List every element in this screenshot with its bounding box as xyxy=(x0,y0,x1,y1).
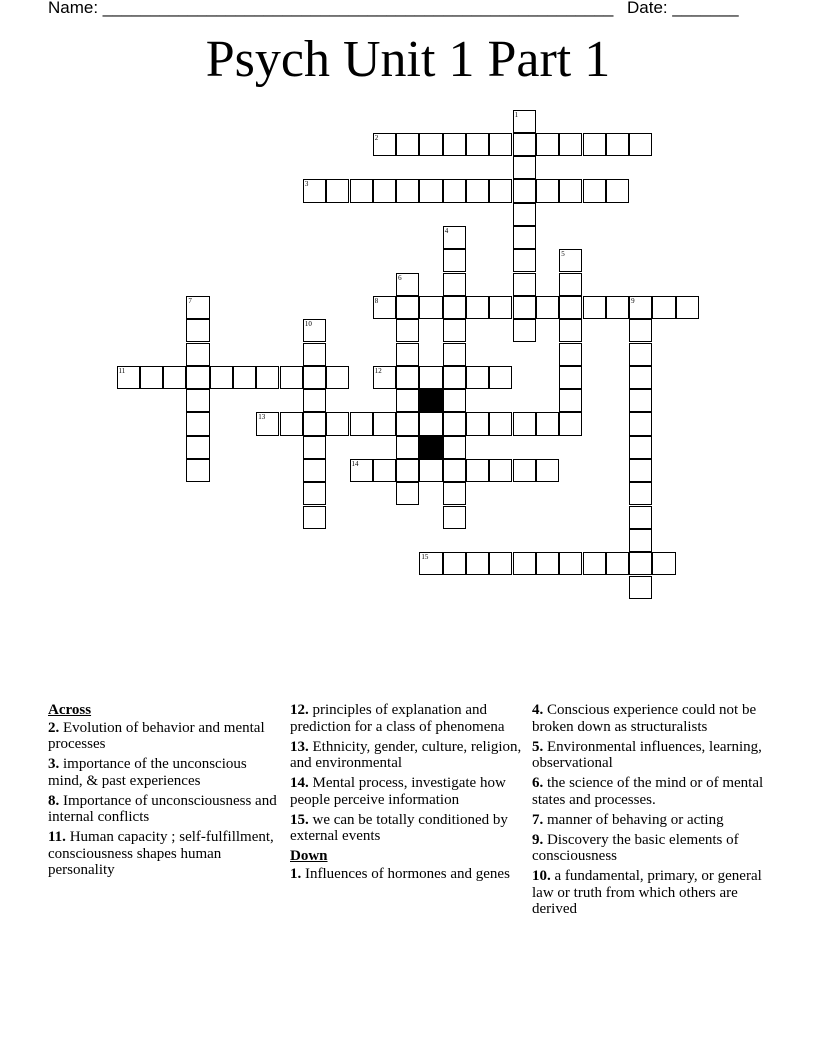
crossword-cell[interactable] xyxy=(583,179,606,202)
crossword-cell[interactable] xyxy=(513,156,536,179)
clue-text: Human capacity ; self-fulfillment, consciousness shapes human personality xyxy=(48,829,274,878)
crossword-cell[interactable] xyxy=(513,273,536,296)
crossword-cell[interactable] xyxy=(396,319,419,342)
cell-number: 5 xyxy=(561,250,565,259)
crossword-cell[interactable] xyxy=(629,366,652,389)
crossword-cell[interactable] xyxy=(629,412,652,435)
clue-number: 8. xyxy=(48,792,60,809)
clue-across-12 xyxy=(290,702,525,735)
crossword-cell[interactable] xyxy=(186,343,209,366)
crossword-cell[interactable] xyxy=(303,506,326,529)
cell-number: 1 xyxy=(514,110,519,119)
crossword-cell[interactable] xyxy=(373,366,396,389)
crossword-cell[interactable] xyxy=(373,412,396,435)
crossword-cell[interactable] xyxy=(606,179,629,202)
crossword-cell[interactable] xyxy=(629,482,652,505)
crossword-cell[interactable] xyxy=(629,436,652,459)
crossword-cell[interactable] xyxy=(443,506,466,529)
crossword-cell[interactable] xyxy=(326,412,349,435)
crossword-cell[interactable] xyxy=(583,133,606,156)
crossword-cell[interactable] xyxy=(256,412,279,435)
clues-column-1 xyxy=(48,702,283,882)
crossword-cell[interactable] xyxy=(326,179,349,202)
crossword-cell[interactable] xyxy=(513,249,536,272)
crossword-cell[interactable] xyxy=(559,249,582,272)
crossword-cell[interactable] xyxy=(559,179,582,202)
crossword-cell[interactable] xyxy=(443,389,466,412)
crossword-cell[interactable] xyxy=(373,459,396,482)
clue-number: 2. xyxy=(48,719,60,736)
crossword-cell[interactable] xyxy=(489,459,512,482)
clue-across-15 xyxy=(290,812,525,845)
crossword-cell[interactable] xyxy=(466,366,489,389)
crossword-cell[interactable] xyxy=(443,273,466,296)
crossword-cell[interactable] xyxy=(513,133,536,156)
crossword-cell[interactable] xyxy=(303,179,326,202)
crossword-cell[interactable] xyxy=(396,389,419,412)
crossword-cell[interactable] xyxy=(466,296,489,319)
crossword-cell[interactable] xyxy=(186,389,209,412)
cell-number: 10 xyxy=(304,320,312,329)
cell-number: 4 xyxy=(444,227,449,235)
crossword-cell[interactable] xyxy=(629,389,652,412)
clue-text: Ethnicity, gender, culture, religion, and environmental xyxy=(290,738,522,771)
crossword-cell[interactable] xyxy=(443,459,466,482)
crossword-cell[interactable] xyxy=(629,506,652,529)
crossword-cell[interactable] xyxy=(629,459,652,482)
crossword-cell[interactable] xyxy=(419,366,442,389)
clue-text: importance of the unconscious mind, & past experiences xyxy=(48,756,247,789)
clue-number: 7. xyxy=(532,811,544,828)
crossword-cell[interactable] xyxy=(303,436,326,459)
name-field[interactable]: Name: ______________________________________________________ xyxy=(48,0,614,17)
crossword-cell[interactable] xyxy=(606,552,629,575)
clue-text: Influences of hormones and genes xyxy=(301,865,510,882)
clues-column-2 xyxy=(290,702,525,886)
crossword-cell[interactable] xyxy=(396,273,419,296)
clue-number: 10. xyxy=(532,868,551,884)
clue-number: 4. xyxy=(532,702,544,718)
clue-down-5 xyxy=(532,739,767,772)
crossword-cell[interactable] xyxy=(140,366,163,389)
crossword-cell[interactable] xyxy=(443,436,466,459)
crossword-cell[interactable] xyxy=(466,179,489,202)
crossword-cell[interactable] xyxy=(419,133,442,156)
clue-down-6 xyxy=(532,775,767,808)
crossword-cell[interactable] xyxy=(559,319,582,342)
crossword-cell[interactable] xyxy=(443,319,466,342)
crossword-cell[interactable] xyxy=(280,366,303,389)
cell-number: 8 xyxy=(374,296,379,305)
crossword-cell[interactable] xyxy=(163,366,186,389)
crossword-cell[interactable] xyxy=(466,459,489,482)
crossword-cell[interactable] xyxy=(443,179,466,202)
date-field[interactable]: Date: _______ xyxy=(627,0,739,17)
clue-down-4 xyxy=(532,702,767,735)
clue-number: 12. xyxy=(290,702,309,718)
clue-number: 14. xyxy=(290,775,309,791)
crossword-cell[interactable] xyxy=(629,133,652,156)
crossword-cell[interactable] xyxy=(513,226,536,249)
cell-number: 15 xyxy=(421,553,429,562)
crossword-cell[interactable] xyxy=(186,296,209,319)
clue-across-14 xyxy=(290,775,525,808)
crossword-cell[interactable] xyxy=(513,552,536,575)
clue-text: a fundamental, primary, or general law or truth from which others are derived xyxy=(532,868,762,917)
crossword-cell[interactable] xyxy=(489,133,512,156)
crossword-cell[interactable] xyxy=(233,366,256,389)
crossword-cell[interactable] xyxy=(559,389,582,412)
crossword-cell[interactable] xyxy=(396,366,419,389)
crossword-cell[interactable] xyxy=(396,436,419,459)
crossword-cell[interactable] xyxy=(280,412,303,435)
crossword-cell[interactable] xyxy=(443,249,466,272)
across-heading: Across xyxy=(48,702,92,718)
crossword-cell[interactable] xyxy=(326,366,349,389)
crossword-cell[interactable] xyxy=(559,366,582,389)
crossword-cell[interactable] xyxy=(536,133,559,156)
clue-down-9 xyxy=(532,832,767,865)
crossword-cell[interactable] xyxy=(629,343,652,366)
crossword-cell[interactable] xyxy=(536,179,559,202)
crossword-cell[interactable] xyxy=(629,529,652,552)
crossword-cell[interactable] xyxy=(536,552,559,575)
page-title: Psych Unit 1 Part 1 xyxy=(205,31,611,88)
crossword-cell[interactable] xyxy=(652,296,675,319)
crossword-cell[interactable] xyxy=(489,412,512,435)
crossword-cell[interactable] xyxy=(583,296,606,319)
crossword-cell[interactable] xyxy=(186,436,209,459)
crossword-cell[interactable] xyxy=(419,412,442,435)
crossword-cell[interactable] xyxy=(303,319,326,342)
clue-across-11 xyxy=(48,829,283,879)
down-heading: Down xyxy=(290,848,328,864)
crossword-cell[interactable] xyxy=(303,389,326,412)
crossword-cell[interactable] xyxy=(396,179,419,202)
crossword-cell[interactable] xyxy=(466,133,489,156)
crossword-cell[interactable] xyxy=(396,343,419,366)
crossword-cell[interactable] xyxy=(559,296,582,319)
crossword-cell[interactable] xyxy=(629,552,652,575)
crossword-cell[interactable] xyxy=(256,366,279,389)
crossword-cell[interactable] xyxy=(606,133,629,156)
crossword-cell[interactable] xyxy=(373,296,396,319)
clue-number: 15. xyxy=(290,811,309,828)
crossword-cell[interactable] xyxy=(303,366,326,389)
cell-number: 12 xyxy=(374,366,382,375)
clue-number: 6. xyxy=(532,775,544,791)
cell-number: 3 xyxy=(304,180,309,189)
crossword-cell[interactable] xyxy=(536,412,559,435)
crossword-cell[interactable] xyxy=(117,366,140,389)
crossword-cell[interactable] xyxy=(559,412,582,435)
crossword-cell[interactable] xyxy=(419,179,442,202)
cell-number: 6 xyxy=(398,273,402,282)
clue-number: 5. xyxy=(532,738,544,755)
crossword-cell[interactable] xyxy=(373,179,396,202)
crossword-cell[interactable] xyxy=(559,273,582,296)
clues-column-3 xyxy=(532,702,767,921)
crossword-cell[interactable] xyxy=(186,366,209,389)
clue-text: Conscious experience could not be broken down as structuralists xyxy=(532,702,757,735)
clue-text: Importance of unconsciousness and internal conflicts xyxy=(48,792,277,825)
cell-number: 13 xyxy=(258,413,266,422)
crossword-cell[interactable] xyxy=(419,459,442,482)
crossword-cell[interactable] xyxy=(303,459,326,482)
clue-down-10 xyxy=(532,868,767,918)
crossword-cell[interactable] xyxy=(652,552,675,575)
clue-number: 1. xyxy=(290,865,302,882)
crossword-cell[interactable] xyxy=(536,459,559,482)
clue-text: Discovery the basic elements of consciousness xyxy=(532,831,739,864)
crossword-cell[interactable] xyxy=(559,343,582,366)
crossword-cell[interactable] xyxy=(606,296,629,319)
crossword-cell[interactable] xyxy=(559,552,582,575)
clue-across-3 xyxy=(48,756,283,789)
crossword-cell[interactable] xyxy=(513,110,536,133)
crossword-cell[interactable] xyxy=(419,296,442,319)
clue-number: 3. xyxy=(48,756,60,772)
crossword-cell[interactable] xyxy=(350,412,373,435)
clue-text: Evolution of behavior and mental processes xyxy=(48,719,265,752)
crossword-cell[interactable] xyxy=(629,576,652,599)
crossword-cell[interactable] xyxy=(443,343,466,366)
crossword-cell[interactable] xyxy=(513,296,536,319)
clue-text: we can be totally conditioned by external events xyxy=(290,811,508,844)
crossword-cell[interactable] xyxy=(536,296,559,319)
crossword-cell[interactable] xyxy=(443,133,466,156)
crossword-cell[interactable] xyxy=(350,459,373,482)
clue-text: manner of behaving or acting xyxy=(543,811,724,828)
crossword-cell[interactable] xyxy=(303,412,326,435)
crossword-cell[interactable] xyxy=(396,482,419,505)
crossword-cell[interactable] xyxy=(513,459,536,482)
clue-across-2 xyxy=(48,720,283,753)
cell-number: 7 xyxy=(188,296,192,305)
cell-number: 9 xyxy=(631,296,635,305)
crossword-cell[interactable] xyxy=(466,552,489,575)
crossword-cell[interactable] xyxy=(489,179,512,202)
crossword-cell[interactable] xyxy=(396,133,419,156)
crossword-cell[interactable] xyxy=(583,552,606,575)
clue-text: Mental process, investigate how people perceive information xyxy=(290,775,506,808)
clue-number: 13. xyxy=(290,738,309,755)
crossword-cell[interactable] xyxy=(186,412,209,435)
crossword-cell[interactable] xyxy=(210,366,233,389)
black-square xyxy=(419,389,442,412)
crossword-cell[interactable] xyxy=(443,366,466,389)
crossword-cell[interactable] xyxy=(186,459,209,482)
crossword-cell[interactable] xyxy=(559,133,582,156)
crossword-cell[interactable] xyxy=(396,412,419,435)
crossword-cell[interactable] xyxy=(419,552,442,575)
crossword-cell[interactable] xyxy=(186,319,209,342)
crossword-cell[interactable] xyxy=(513,412,536,435)
crossword-cell[interactable] xyxy=(396,296,419,319)
crossword-cell[interactable] xyxy=(466,412,489,435)
clue-across-8 xyxy=(48,793,283,826)
crossword-cell[interactable] xyxy=(443,482,466,505)
crossword-cell[interactable] xyxy=(443,296,466,319)
crossword-cell[interactable] xyxy=(350,179,373,202)
crossword-cell[interactable] xyxy=(489,552,512,575)
cell-number: 11 xyxy=(118,366,126,375)
crossword-cell[interactable] xyxy=(513,203,536,226)
clue-number: 9. xyxy=(532,831,544,848)
crossword-cell[interactable] xyxy=(489,366,512,389)
clue-down-1 xyxy=(290,866,525,883)
crossword-cell[interactable] xyxy=(629,296,652,319)
crossword-cell[interactable] xyxy=(513,179,536,202)
crossword-cell[interactable] xyxy=(373,133,396,156)
cell-number: 14 xyxy=(351,460,359,468)
clue-number: 11. xyxy=(48,829,66,845)
crossword-cell[interactable] xyxy=(443,412,466,435)
cell-number: 2 xyxy=(374,133,379,142)
crossword-cell[interactable] xyxy=(513,319,536,342)
crossword-cell[interactable] xyxy=(676,296,699,319)
clue-down-7 xyxy=(532,812,767,829)
crossword-cell[interactable] xyxy=(443,226,466,249)
crossword-cell[interactable] xyxy=(303,343,326,366)
clue-text: principles of explanation and prediction for a class of phenomena xyxy=(290,702,505,735)
crossword-cell[interactable] xyxy=(443,552,466,575)
clue-across-13 xyxy=(290,739,525,772)
crossword-cell[interactable] xyxy=(489,296,512,319)
clue-text: Environmental influences, learning, observational xyxy=(532,738,762,771)
crossword-cell[interactable] xyxy=(629,319,652,342)
black-square xyxy=(419,436,442,459)
crossword-cell[interactable] xyxy=(303,482,326,505)
clue-text: the science of the mind or of mental states and processes. xyxy=(532,775,764,808)
crossword-cell[interactable] xyxy=(396,459,419,482)
